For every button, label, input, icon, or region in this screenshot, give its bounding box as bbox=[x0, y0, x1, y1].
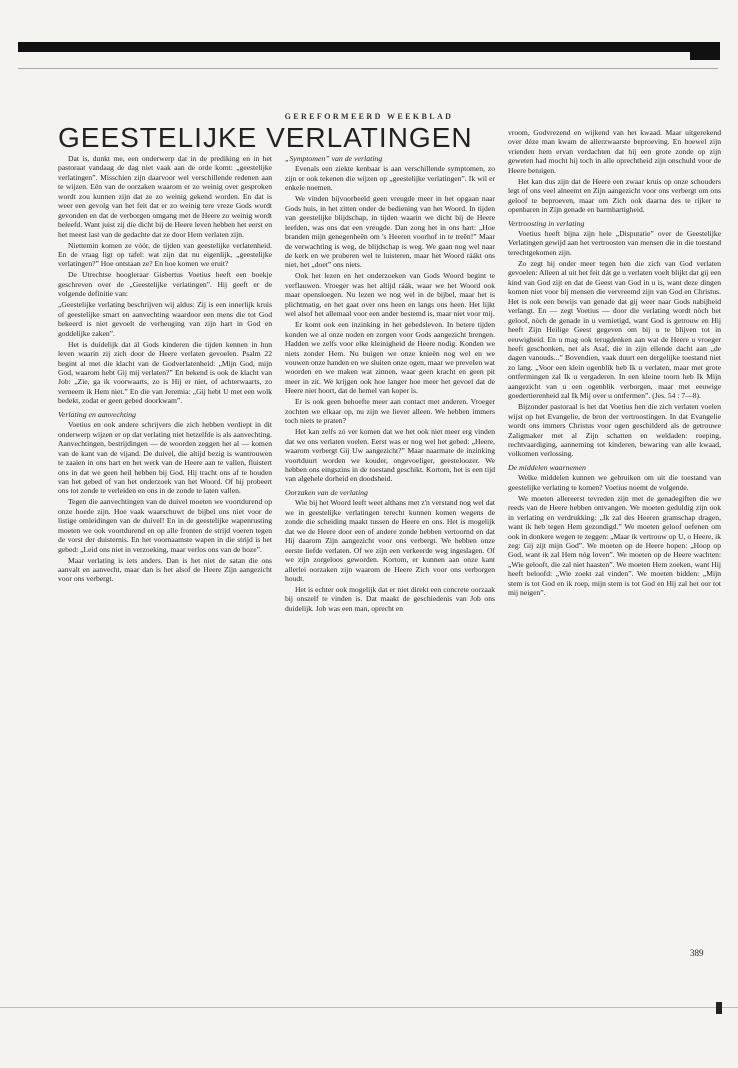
paragraph: Tegen die aanvechtingen van de duivel moeten we voortdurend op onze hoede zijn. Hoe vaak waarschuwt de bijbel ons niet voor de listige omleidingen van de duivel! En in de geestelijke wapenrusting moeten we ook voortdurend en op alle fronten de strijd voeren tegen de vorst der duisternis. En het voornaamste wapen in die strijd is het gebed: „Leid ons niet in verzoeking, maar verlos ons van de boze”. bbox=[58, 497, 272, 554]
paragraph: Het kan dus zijn dat de Heere een zwaar kruis op onze schouders legt of ons veel alneemt en Zijn aangezicht voor ons verbergt om ons geloof te beproeven, maar om Zich ook daarna des te rijker te openbaren in Zijn genade en barmhartigheid. bbox=[508, 176, 721, 215]
bottom-rule bbox=[0, 1007, 738, 1008]
column-2 bbox=[285, 154, 495, 615]
paragraph: Zo zegt hij onder meer tegen hen die zich van God verlaten gevoelen: Alleen al uit het feit dát ge u verlaten voelt blijkt dat gij een kind van God zijt en dat de Geest van God in u is, want deze dingen komen niet voor bij mensen die vervreemd zijn van God en Christus. Het is ook een bewijs van genade dat gij weer naar Gods nabijheid verlangt. En — zegt Voetius — door die verlating wordt nòch het geloof, nòch de genade in u vernietigd, want God is getrouw en Hij heeft Zijn Heilige Geest gegeven om bij u te blijven tot in eeuwigheid. En u mag ook terugdenken aan wat de Heere u vroeger heeft geschonken, net als Asaf, die in zijn ellende dacht aan „de dagen vanouds...” Bovendien, vaak duurt een dergelijke toestand niet zo lang. „Voor een klein ogenblik heb Ik u verlaten, maar met grote ontfermingen zal Ik u vergaderen. In een kleine toorn heb Ik Mijn aangezicht van u een ogenblik verborgen, maar met eeuwige goedertierenheid zal Ik Mij over u ontfermen”. (Jes. 54 : 7—8). bbox=[508, 258, 721, 401]
column-1 bbox=[58, 154, 272, 585]
paragraph: Wie bij het Woord leeft weet althans met z'n verstand nog wel dat we in geestelijke verlatingen terecht kunnen komen wegens de zonde die scheiding maakt tussen de Heere en ons. Het is mogelijk dat we de Heere door een of andere zonde hebben vertoornd en dat Hij daarom Zijn aangezicht voor ons verbergt. We hebben onze eerste liefde verlaten. Of we zijn een verkeerde weg ingeslagen. Of we zijn zorgeloos geworden. Kortom, er kunnen aan onze kant allerlei oorzaken zijn waarom de Heere Zich voor ons verborgen houdt. bbox=[285, 498, 495, 583]
column-3 bbox=[508, 128, 721, 599]
corner-mark bbox=[716, 1002, 722, 1014]
paragraph: Dat is, dunkt me, een onderwerp dat in de prediking en in het pastoraat vandaag de dag niet vaak aan de orde komt: „geestelijke verlatingen”. Misschien zijn daarvoor wel verschillende redenen aan te wijzen. Eén van de oorzaken waarom er zo weinig over gesproken wordt zou kunnen zijn dat ze zo weinig gekend worden. En dat is weer een gevolg van het feit dat er zo weinig tere vreze Gods wordt gevonden en dat de verborgen omgang met de Heere zo weinig wordt beleefd. Want juist zij die dicht bij de Heere leven hebben het eerst en het meest last van de gedachte dat ze door Hem verlaten zijn. bbox=[58, 154, 272, 239]
section-heading: De middelen waarnemen bbox=[508, 462, 586, 472]
paragraph: Bijzonder pastoraal is het dat Voetius hen die zich verlaten voelen wijst op het Evangelie, de bron der vertroostingen. In dat Evangelie wordt ons immers Christus voor ogen geschilderd als de getrouwe Zaligmaker met al Zijn schatten en weldaden: roeping, rechtvaardiging, aanneming tot kinderen, bewaring van alle kwaad, volkomen verlossing. bbox=[508, 402, 721, 459]
paragraph: Er komt ook een inzinking in het gebedsleven. In betere tijden konden we al onze noden en zorgen voor Gods aangezicht brengen. Hadden we zelfs voor elke kleinigheid de Heere nodig. Konden we niets zonder Hem. Nu buigen we onze knieën nog wel en we vouwen onze handen en we sluiten onze ogen, maar we preveIen wat woorden en we maken wat zinnen, waar geen kracht en geen pit meer in zit. We krijgen ook hoe langer hoe meer het gevoel dat de Heere niet hoort, dat de hemel van koper is. bbox=[285, 320, 496, 396]
paragraph: We vinden bijvoorbeeld geen vreugde meer in het opgaan naar Gods huis, in het zitten onder de bediening van het Woord. In tijden van geestelijke blijdschap, in tijden waarin we dicht bij de Heere leefden, was ons dat een vreugde. Dan zong het in ons hart: „Hoe branden mijn genegenheên om 's Heeren voorhof in te treên!” Maar de verwachting is weg, de blijdschap is weg. We gaan nog wel naar de kerk en we proberen wel te luisteren, maar het Woord ráákt ons niet, het „doet” ons niets. bbox=[285, 194, 495, 270]
paragraph: Ook het lezen en het onderzoeken van Gods Woord begint te verflauwen. Vroeger was het altijd ráák, waar we het Woord ook maar opensloegen. Nu lezen we nog wel in de bijbel, maar het is plichtmatig, en het gaat over ons heen en langs ons heen. Het lijkt wel alsof het allemaal voor een ander bestemd is, maar niet voor mij. bbox=[285, 271, 495, 319]
paragraph: „Geestelijke verlating beschrijven wij aldus: Zij is een innerlijk kruis of geestelijke smart en aanvechting waardoor een mens die tot God bekeerd is niet gevoelt de verheuging van zijn hart in God en goddelijke zaken”. bbox=[58, 300, 272, 338]
publication-header: GEREFORMEERD WEEKBLAD bbox=[284, 112, 454, 121]
paragraph: Er is ook geen behoefte meer aan contact met anderen. Vroeger zochten we elkaar op, nu zijn we liever alleen. We hebben immers toch niets te praten? bbox=[285, 397, 495, 426]
paragraph: Niettemin komen ze vóór, de tijden van geestelijke verlatenheid. En de vraag ligt op tafel: wat zijn dat nu eigenlijk, „geestelijke verlatingen?” Hoe ontstaan ze? En hoe komen we eruit? bbox=[58, 240, 272, 269]
top-rule bbox=[18, 68, 718, 69]
top-black-bar bbox=[18, 42, 720, 52]
paragraph: We moeten allereerst tevreden zijn met de genadegiften die we reeds van de Heere hebben ontvangen. We moeten geduldig zijn ook in verlating en verdrukking: „Ik zal des Heeren gramschap dragen, want ik heb tegen Hem gezondigd.” We moeten geloof oefenen om ook in donkere wegen te zeggen: „Maar ik vertrouw op U, o Heere, ik zeg: Gij zijt mijn God”. We moeten op de Heere hopen: „Hoop op God, want ik zal Hem nóg loven”. We moeten op de Heere wachten: „Wie gelooft, die zal niet haasten”. We moeten Hem zoeken, want Hij heeft beloofd: „Wie zoekt zal vinden”. We moeten bidden: „Mijn stem is tot God en ik roep, mijn stem is tot God en Hij zal het oor tot mij neigen”. bbox=[508, 493, 721, 598]
paragraph: Voetius heeft bijna zijn hele „Disputatie” over de Geestelijke Verlatingen gewijd aan het vertroosten van mensen die in die toestand terechtgekomen zijn. bbox=[508, 229, 721, 257]
top-black-bar-end bbox=[690, 52, 720, 60]
section-heading: Verlating en aanvechting bbox=[58, 409, 136, 419]
paragraph: Het kan zelfs zó ver komen dat we het ook niet meer erg vinden dat we ons verlaten voelen. Eerst was er nog wel het gebed: „Heere, waarom verbergt Gij Uw aangezicht?” Maar naarmate de inzinking voortduurt worden we kouder, ongevoeliger, geesteloozer. We hebben ons eingszins in de toestand geschikt. Kortom, het is een tijd van algehele dorheid en doodsheid. bbox=[285, 427, 495, 484]
paragraph: De Utrechtse hoogleraar Gisbertus Voetius heeft een boekje geschreven over de „Geestelijke verlatingen”. Hij geeft er de volgende definitie van: bbox=[58, 270, 272, 299]
section-heading: Oorzaken van de verlating bbox=[285, 487, 368, 497]
paragraph: Welke middelen kunnen we gebruiken om uit die toestand van geestelijke verlating te komen? Voetius noemt de volgende. bbox=[508, 473, 721, 492]
article-title: GEESTELIJKE VERLATINGEN bbox=[58, 122, 473, 153]
section-heading: „Symptomen” van de verlating bbox=[285, 154, 383, 163]
paragraph: Het is echter ook mogelijk dat er niet direkt een concrete oorzaak bij onszelf te vinden is. Dat maakt de geschiedenis van Job ons duidelijk. Job was een man, oprecht en bbox=[285, 584, 495, 613]
paragraph: Voetius en ook andere schrijvers die zich hebben verdiept in dit onderwerp wijzen er op dat verlating niet hetzelfde is als aanvechting. Aanvechtingen, bestrijdingen — de woorden zeggen het al — komen van de kant van de vijand. De duivel, die altijd bezig is wantrouwen te zaaien in ons hart en het werk van de Heere aan te vallen, fluistert ons in dat we geen heil hebben bij God. Hij tracht ons af te houden van het gebed of van het onderzoek van het Woord. Of hij probeert ons tot zonde te verleiden en ons in de zonde te laten vallen. bbox=[58, 420, 272, 496]
page-number: 389 bbox=[690, 948, 704, 958]
paragraph: Evenals een ziekte kenbaar is aan verschillende symptomen, zo zijn er ook tekenen die wijzen op „geestelijke verlatingen”. Ik wil er enkele noemen. bbox=[285, 164, 495, 193]
paragraph: vroom, Godvrezend en wijkend van het kwaad. Maar uitgerekend over déze man kwam de allerzwaarste beproeving. En hoewel zijn vrienden hem ervan verdachten dat hij een grote zonde op zijn geweten had mocht hij toch in alle oprechtheid zijn onschuld voor de Heere betuigen. bbox=[508, 128, 721, 175]
paragraph: Maar verlating is iets anders. Dan is het niet de satan die ons aanvalt en aanvecht, maar dan is het alsof de Heere Zijn aangezicht voor ons verbergt. bbox=[58, 555, 272, 584]
section-heading: Vertroosting in verlating bbox=[508, 218, 585, 228]
paragraph: Het is duidelijk dat ál Gods kinderen die tijden kennen in hun leven waarin zij zich door de Heere verlaten gevoelen. Psalm 22 begint al met die klacht van de Godverlatenheid: „Mijn God, mijn God, waarom hebt Gij mij verlaten?” En bekend is ook de klacht van Job: „Zie, ga ik voorwaarts, zo is Hij er niet, of achterwaarts, zo verneem ik Hem niet.” En die van Jeremia: „Gij hebt U met een wolk bedekt, zodat er geen gebed doorkwam”. bbox=[58, 339, 272, 406]
